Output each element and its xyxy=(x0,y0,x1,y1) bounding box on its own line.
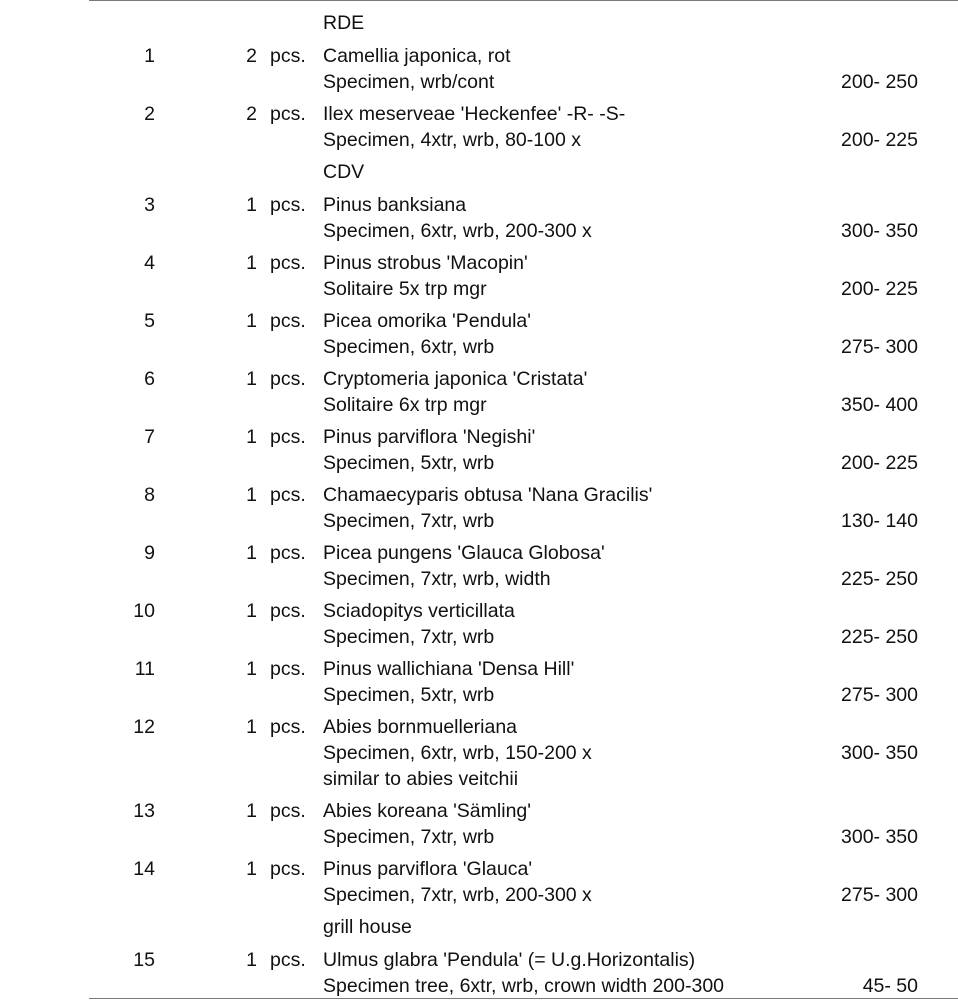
plant-name: Pinus parviflora 'Negishi' xyxy=(323,426,536,448)
plant-description: Specimen, 5xtr, wrb xyxy=(323,452,495,474)
lot-number: 12 xyxy=(133,716,155,738)
plant-name: Pinus wallichiana 'Densa Hill' xyxy=(323,658,575,680)
price-range: 300- 350 xyxy=(841,826,918,848)
plant-name: Sciadopitys verticillata xyxy=(323,600,515,622)
price-range: 200- 225 xyxy=(841,278,918,300)
plant-description: Specimen, 6xtr, wrb, 200-300 x xyxy=(323,220,592,242)
price-range: 350- 400 xyxy=(841,394,918,416)
lot-number: 1 xyxy=(144,45,155,67)
section-heading xyxy=(0,159,958,185)
price-range: 225- 250 xyxy=(841,568,918,590)
price-range: 200- 225 xyxy=(841,129,918,151)
price-range: 300- 350 xyxy=(841,742,918,764)
plant-name: Pinus parviflora 'Glauca' xyxy=(323,858,533,880)
lot-quantity: 1 xyxy=(246,542,257,564)
plant-description: Specimen, 6xtr, wrb, 150-200 x xyxy=(323,742,592,764)
plant-description: Specimen, 7xtr, wrb, width xyxy=(323,568,551,590)
plant-name: Ulmus glabra 'Pendula' (= U.g.Horizontalis) xyxy=(323,949,696,971)
lot-unit: pcs. xyxy=(270,368,306,390)
price-range: 275- 300 xyxy=(841,684,918,706)
lot-unit: pcs. xyxy=(270,103,306,125)
section-heading-text: CDV xyxy=(323,161,365,183)
lot-quantity: 1 xyxy=(246,426,257,448)
price-range: 225- 250 xyxy=(841,626,918,648)
lot-quantity: 1 xyxy=(246,949,257,971)
lot-number: 11 xyxy=(134,658,155,680)
lot-quantity: 1 xyxy=(246,368,257,390)
section-heading xyxy=(0,10,958,36)
plant-description: Specimen, 6xtr, wrb xyxy=(323,336,495,358)
lot-quantity: 2 xyxy=(246,103,257,125)
section-heading xyxy=(0,914,958,940)
lot-quantity: 1 xyxy=(246,800,257,822)
plant-description: Specimen tree, 6xtr, wrb, crown width 200-300 xyxy=(323,975,725,997)
lot-number: 2 xyxy=(144,103,155,125)
lot-number: 7 xyxy=(144,426,155,448)
lot-number: 15 xyxy=(133,949,155,971)
lot-quantity: 1 xyxy=(246,658,257,680)
plant-name: Camellia japonica, rot xyxy=(323,45,511,67)
price-range: 200- 250 xyxy=(841,71,918,93)
lot-unit: pcs. xyxy=(270,194,306,216)
lot-quantity: 1 xyxy=(246,194,257,216)
plant-description: Specimen, 4xtr, wrb, 80-100 x xyxy=(323,129,581,151)
lot-quantity: 1 xyxy=(246,858,257,880)
lot-number: 5 xyxy=(144,310,155,332)
plant-name: Abies koreana 'Sämling' xyxy=(323,800,531,822)
lot-quantity: 1 xyxy=(246,252,257,274)
plant-description: Specimen, 5xtr, wrb xyxy=(323,684,495,706)
price-range: 275- 300 xyxy=(841,884,918,906)
price-range: 45- 50 xyxy=(862,975,918,997)
lot-unit: pcs. xyxy=(270,252,306,274)
lot-unit: pcs. xyxy=(270,716,306,738)
section-heading-text: RDE xyxy=(323,12,365,34)
section-heading-text: grill house xyxy=(323,916,412,938)
plant-description: Specimen, 7xtr, wrb xyxy=(323,510,495,532)
plant-name: Chamaecyparis obtusa 'Nana Gracilis' xyxy=(323,484,653,506)
lot-number: 13 xyxy=(133,800,155,822)
plant-description: Specimen, wrb/cont xyxy=(323,71,495,93)
lot-unit: pcs. xyxy=(270,658,306,680)
lot-quantity: 1 xyxy=(246,484,257,506)
plant-description: Solitaire 6x trp mgr xyxy=(323,394,487,416)
lot-unit: pcs. xyxy=(270,949,306,971)
plant-name: Pinus banksiana xyxy=(323,194,467,216)
plant-name: Ilex meserveae 'Heckenfee' -R- -S- xyxy=(323,103,626,125)
plant-description: Solitaire 5x trp mgr xyxy=(323,278,487,300)
price-range: 275- 300 xyxy=(841,336,918,358)
lot-quantity: 1 xyxy=(246,600,257,622)
lot-number: 10 xyxy=(133,600,155,622)
plant-name: Picea omorika 'Pendula' xyxy=(323,310,531,332)
lot-unit: pcs. xyxy=(270,858,306,880)
lot-quantity: 1 xyxy=(246,716,257,738)
lot-unit: pcs. xyxy=(270,542,306,564)
plant-description: Specimen, 7xtr, wrb xyxy=(323,626,495,648)
lot-unit: pcs. xyxy=(270,310,306,332)
lot-unit: pcs. xyxy=(270,45,306,67)
lot-quantity: 2 xyxy=(246,45,257,67)
plant-description: Specimen, 7xtr, wrb, 200-300 x xyxy=(323,884,592,906)
plant-description: similar to abies veitchii xyxy=(323,768,519,790)
lot-unit: pcs. xyxy=(270,800,306,822)
lot-number: 3 xyxy=(144,194,155,216)
price-range: 200- 225 xyxy=(841,452,918,474)
lot-quantity: 1 xyxy=(246,310,257,332)
plant-name: Pinus strobus 'Macopin' xyxy=(323,252,528,274)
bottom-rule xyxy=(89,998,958,999)
lot-number: 8 xyxy=(144,484,155,506)
top-rule xyxy=(89,0,958,1)
lot-number: 14 xyxy=(133,858,155,880)
price-range: 300- 350 xyxy=(841,220,918,242)
lot-number: 9 xyxy=(144,542,155,564)
lot-number: 4 xyxy=(144,252,155,274)
lot-unit: pcs. xyxy=(270,484,306,506)
lot-number: 6 xyxy=(144,368,155,390)
plant-name: Cryptomeria japonica 'Cristata' xyxy=(323,368,588,390)
plant-name: Abies bornmuelleriana xyxy=(323,716,518,738)
lot-unit: pcs. xyxy=(270,426,306,448)
plant-description: Specimen, 7xtr, wrb xyxy=(323,826,495,848)
plant-name: Picea pungens 'Glauca Globosa' xyxy=(323,542,605,564)
price-range: 130- 140 xyxy=(841,510,918,532)
lot-unit: pcs. xyxy=(270,600,306,622)
